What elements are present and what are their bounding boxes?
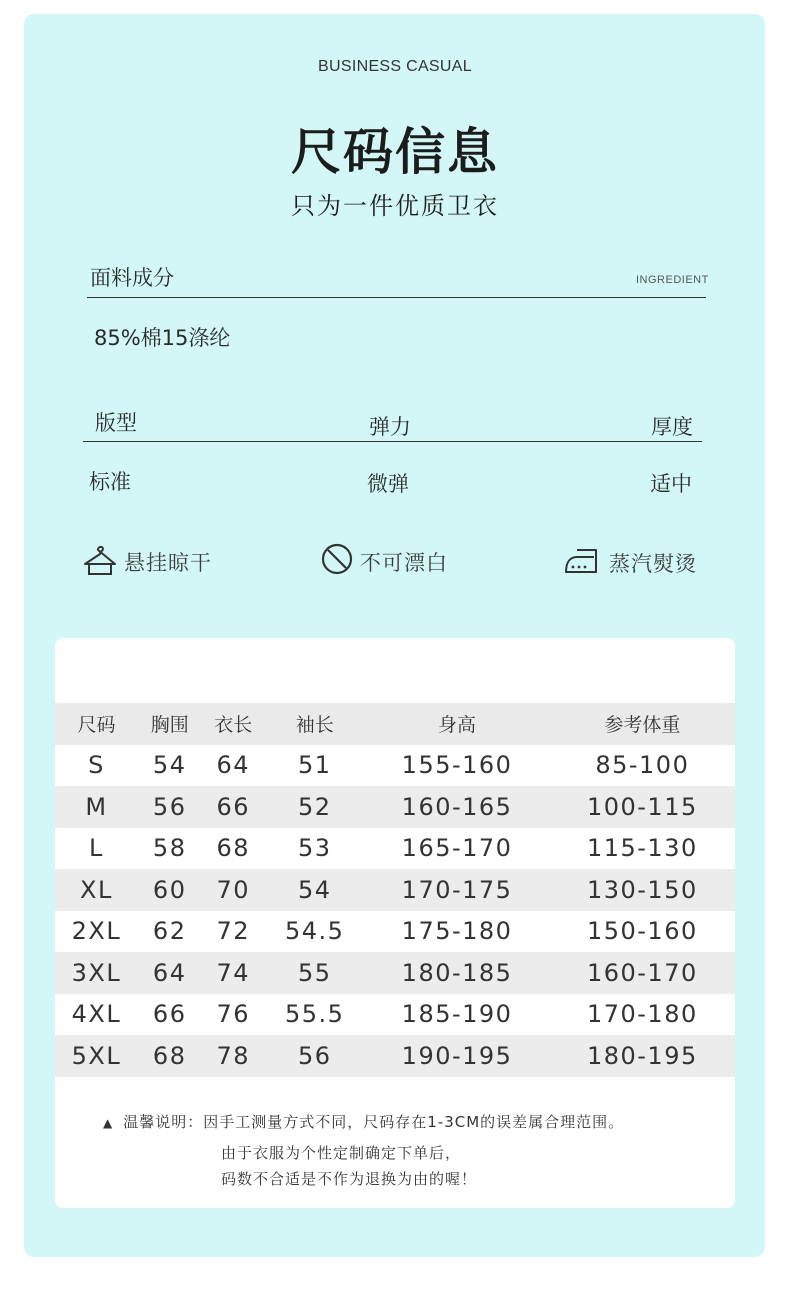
header-length: 衣长 — [201, 703, 265, 745]
table-cell: 5XL — [55, 1035, 138, 1077]
table-cell: 78 — [201, 1035, 265, 1077]
table-cell: 66 — [152, 1000, 187, 1029]
table-row — [55, 1035, 735, 1077]
table-cell: 2XL — [71, 917, 122, 946]
stretch-label: 弹力 — [369, 415, 411, 439]
table-cell: 55.5 — [285, 1000, 345, 1029]
table-cell: 85-100 — [595, 751, 690, 780]
table-cell: 170-175 — [364, 869, 549, 911]
care-hang-dry-label: 悬挂晾干 — [124, 550, 212, 575]
table-cell: 54.5 — [285, 917, 345, 946]
care-hang-dry — [82, 541, 212, 582]
note-label: 温馨说明： — [123, 1113, 204, 1131]
page-subtitle: 只为一件优质卫衣 — [291, 192, 499, 220]
table-cell: 150-160 — [586, 917, 698, 946]
table-cell: 155-160 — [401, 751, 513, 780]
header-height: 身高 — [364, 703, 549, 745]
table-row — [55, 828, 735, 870]
fit-value: 标准 — [89, 470, 131, 494]
note-line-2: 由于衣服为个性定制确定下单后， — [221, 1144, 462, 1162]
table-cell: 55 — [265, 952, 364, 994]
no-bleach-icon — [320, 542, 354, 581]
table-cell: 58 — [152, 834, 187, 863]
table-header-row — [55, 703, 735, 745]
table-cell: 130-150 — [550, 869, 735, 911]
table-cell: 68 — [216, 834, 251, 863]
table-cell: 54 — [265, 869, 364, 911]
table-cell: 54 — [152, 751, 187, 780]
thickness-label: 厚度 — [651, 415, 693, 439]
table-row — [55, 745, 735, 787]
table-cell: 53 — [297, 834, 332, 863]
header-chest: 胸围 — [138, 703, 202, 745]
table-cell: M — [55, 786, 138, 828]
header-sleeve: 袖长 — [265, 703, 364, 745]
thickness-value: 适中 — [650, 472, 692, 496]
note-text-1: 因手工测量方式不同，尺码存在1-3CM的误差属合理范围。 — [203, 1113, 625, 1131]
table-cell: XL — [55, 869, 138, 911]
table-cell: 68 — [138, 1035, 202, 1077]
table-cell: 51 — [297, 751, 332, 780]
table-cell: 180-185 — [364, 952, 549, 994]
table-cell: 170-180 — [586, 1000, 698, 1029]
table-cell: 160-170 — [550, 952, 735, 994]
table-cell: 56 — [265, 1035, 364, 1077]
triangle-icon: ▲ — [103, 1116, 114, 1130]
table-cell: 76 — [216, 1000, 251, 1029]
page-title: 尺码信息 — [291, 122, 499, 181]
header-size: 尺码 — [55, 703, 138, 745]
specs-divider — [83, 441, 702, 442]
table-cell: 185-190 — [401, 1000, 513, 1029]
care-no-bleach-label: 不可漂白 — [360, 550, 448, 575]
table-cell: 4XL — [71, 1000, 122, 1029]
table-cell: 3XL — [55, 952, 138, 994]
note-line-1 — [103, 1111, 624, 1132]
iron-icon — [563, 543, 603, 582]
table-cell: 66 — [201, 786, 265, 828]
header-weight: 参考体重 — [550, 703, 735, 745]
fabric-divider — [87, 297, 706, 298]
stretch-value: 微弹 — [367, 472, 409, 496]
table-cell: 74 — [201, 952, 265, 994]
table-row — [55, 994, 735, 1036]
english-title: BUSINESS CASUAL — [318, 58, 472, 75]
table-cell: 72 — [216, 917, 251, 946]
note-line-3: 码数不合适是不作为退换为由的喔！ — [221, 1170, 478, 1188]
table-cell: 62 — [152, 917, 187, 946]
table-cell: L — [89, 834, 104, 863]
fabric-label-en: INGREDIENT — [636, 274, 709, 286]
table-row — [55, 869, 735, 911]
fit-label: 版型 — [95, 411, 137, 435]
table-cell: 100-115 — [550, 786, 735, 828]
table-cell: 180-195 — [550, 1035, 735, 1077]
care-steam-iron — [563, 543, 697, 582]
size-chart-card — [55, 638, 735, 1208]
table-cell: 160-165 — [364, 786, 549, 828]
table-cell: 52 — [265, 786, 364, 828]
table-cell: 165-170 — [401, 834, 513, 863]
care-steam-iron-label: 蒸汽熨烫 — [609, 551, 697, 576]
fabric-value: 85%棉15涤纶 — [94, 326, 231, 350]
table-cell: 56 — [138, 786, 202, 828]
table-cell: S — [88, 751, 105, 780]
hanger-icon — [82, 541, 118, 582]
table-cell: 60 — [138, 869, 202, 911]
care-no-bleach — [320, 542, 448, 581]
table-cell: 64 — [138, 952, 202, 994]
table-cell: 190-195 — [364, 1035, 549, 1077]
table-row — [55, 952, 735, 994]
table-row — [55, 911, 735, 953]
fabric-label: 面料成分 — [90, 266, 174, 290]
size-table — [55, 703, 735, 1077]
table-cell: 115-130 — [586, 834, 698, 863]
table-row — [55, 786, 735, 828]
table-cell: 175-180 — [401, 917, 513, 946]
table-cell: 64 — [216, 751, 251, 780]
table-cell: 70 — [201, 869, 265, 911]
